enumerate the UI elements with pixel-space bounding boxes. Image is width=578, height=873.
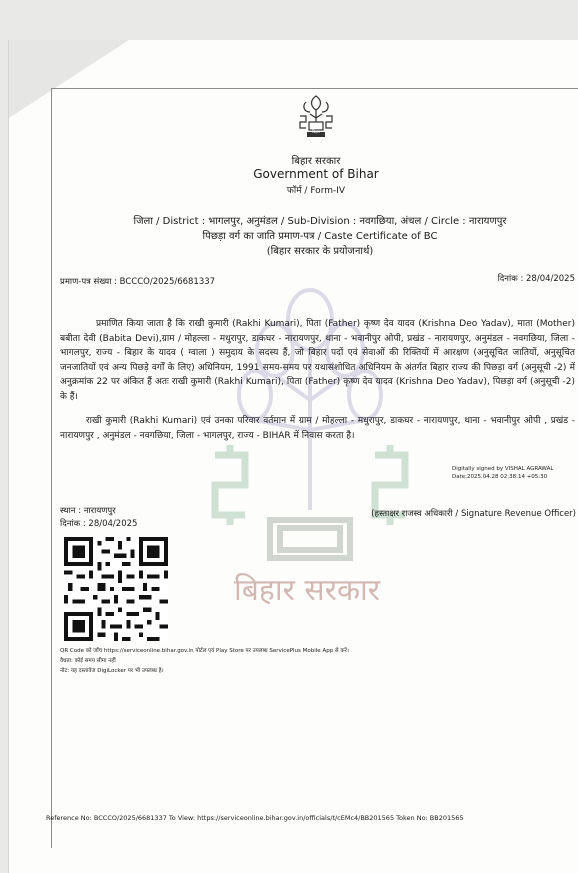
place: स्थान : नारायणपुर [60,506,116,516]
page-title: Government of Bihar [253,167,379,181]
signature-label: (हस्ताक्षर राजस्व अधिकारी / Signature Revenue Officer) [371,509,576,519]
watermark-text: बिहार सरकार [234,573,381,608]
form-number: फॉर्म / Form-IV [286,186,346,196]
residence-paragraph: राखी कुमारी (Rakhi Kumari) एवं उनका परिवार वर्तमान में ग्राम / मोहल्ला - मधुरापुर, डाकघर - नारायणपुर, थाना - भवानीपुर ओपी , प्रखंड - नारायणपुर , अनुमंडल - नवगछिया, जिला - भागलपुर, राज्य - BIHAR में निवास करता है। [60,416,575,441]
place-date: दिनांक : 28/04/2025 [60,519,138,529]
digilocker-note: नोट: यह दस्तावेज DigiLocker पर भी उपलब्ध है। [60,668,164,674]
digital-signature-name: Digitally signed by VISHAL AGRAWAL [452,466,554,472]
purpose-line: (बिहार सरकार के प्रयोजनार्थ) [266,246,374,257]
digital-signature-date: Date:2025.04.28 02:38:14 +05:30 [452,474,548,480]
emblem-label: बिहार [312,129,321,134]
certificate-number: प्रमाण-पत्र संख्या : BCCCO/2025/6681337 [60,277,216,287]
certificate-paragraph-1: प्रमाणित किया जाता है कि राखी कुमारी (Rakhi Kumari), पिता (Father) कृष्ण देव यादव (Krishna Deo Yadav), माता (Mother) बबीता देवी (Babita Devi),ग्राम / मोहल्ला - मधुरापुर, डाकघर - नारायणपुर, थाना - भवानीपुर ओपी, प्रखंड - नारायणपुर, अनुमंडल - नवगछिया, जिला - भागलपुर, राज्य - बिहार के यादव ( ग्वाला ) समुदाय के सदस्य हैं, जो बिहार पदों एवं सेवाओं की रिक्तियों में आरक्षण (अनुसूचित जातियों, अनुसूचित जनजातियों एवं अन्य पिछड़े वर्गों के लिए) अधिनियम, 1991 समय-समय पर यथासंशोधित अधिनियम के अंतर्गत बिहार राज्य की पिछड़ा वर्ग (अनुसूची -2) में अनुक्रमांक 22 पर अंकित हैं अतः राखी कुमारी (Rakhi Kumari), पिता (Father) कृष्ण देव यादव (Krishna Deo Yadav), पिछड़ा वर्ग (अनुसूची -2) के हैं। [60,319,575,402]
issue-date: दिनांक : 28/04/2025 [497,274,575,284]
validity-note: वैधता: कोई समय सीमा नहीं [60,658,116,664]
qr-code [64,537,168,641]
certificate-title: पिछड़ा वर्ग का जाति प्रमाण-पत्र / Caste Certificate of BC [202,231,438,242]
qr-verification-note: QR Code को जाँच https://serviceonline.bihar.gov.in पोर्टल एवं Play Store पर उपलब्ध ServicePlus Mobile App से करें। [60,648,349,654]
district-line: जिला / District : भागलपुर, अनुमंडल / Sub-Division : नवगछिया, अंचल / Circle : नारायणपुर [133,216,507,227]
reference-footer: Reference No: BCCCO/2025/6681337 To View: https://serviceonline.bihar.gov.in/officials/t/cEMc4/BB201565 Token No: BB201565 [46,814,464,822]
hindi-title: बिहार सरकार [291,156,341,167]
